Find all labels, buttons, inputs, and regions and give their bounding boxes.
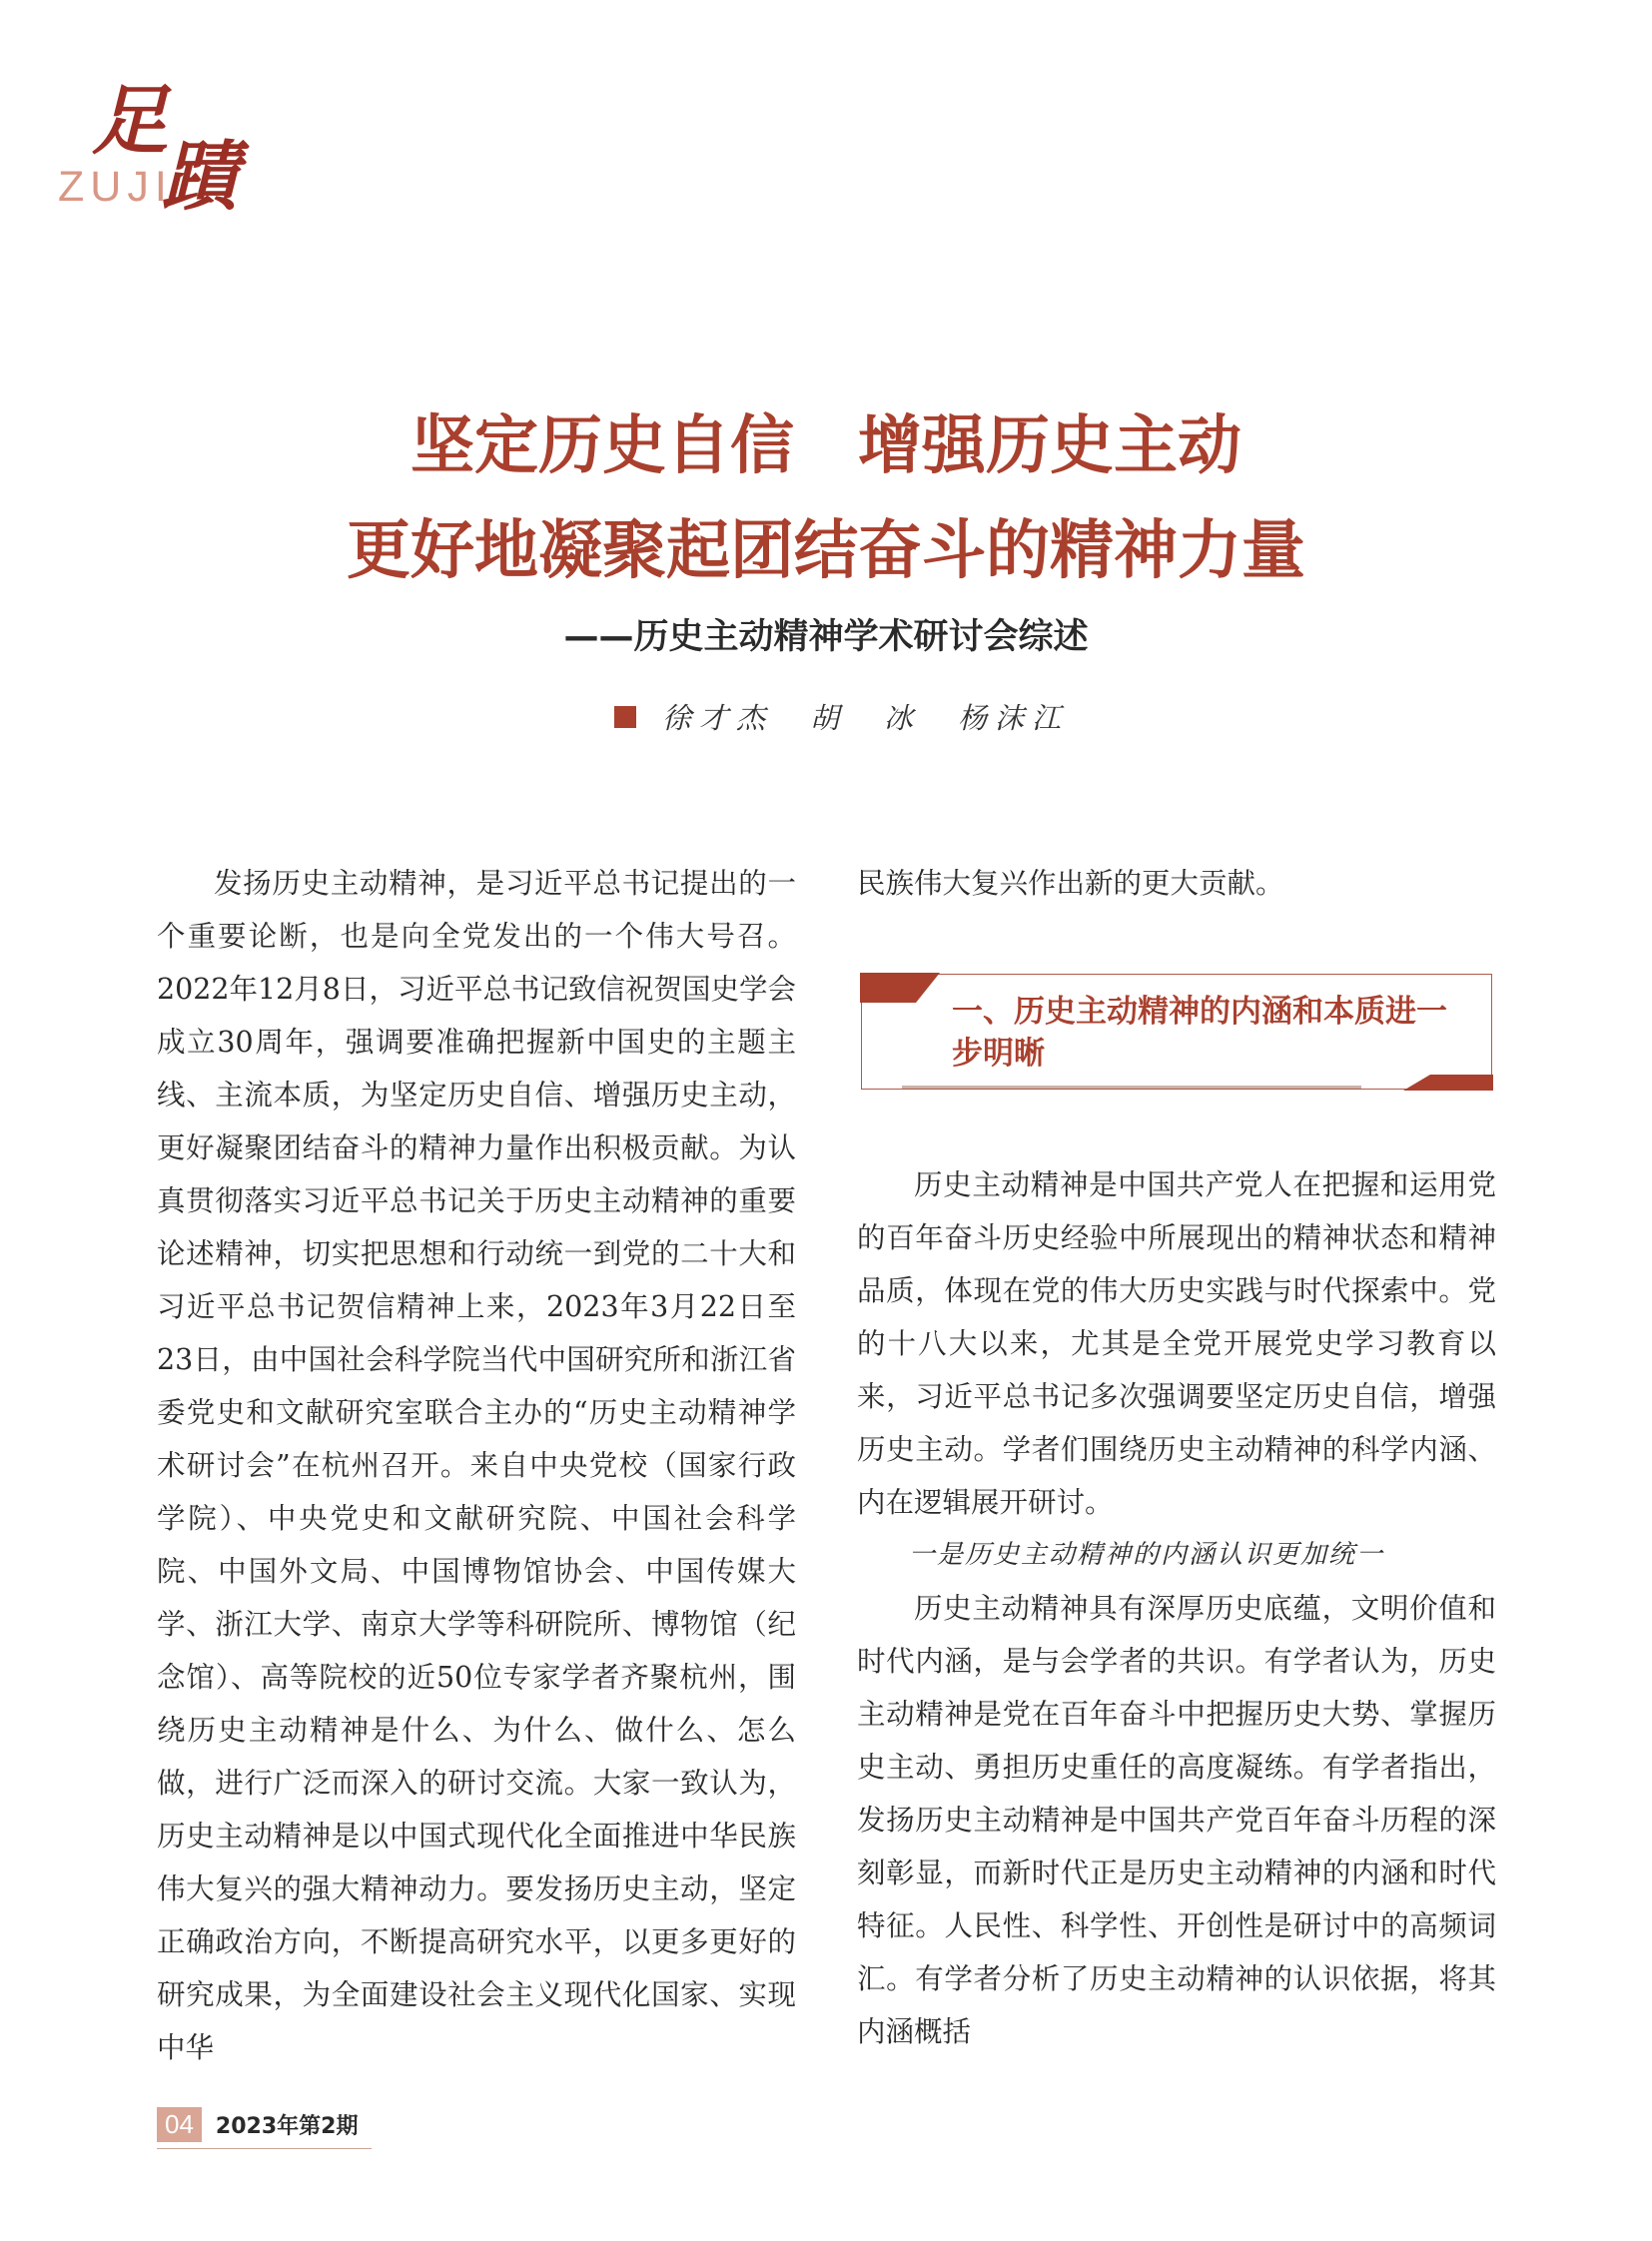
title-part-2: 增强历史主动 [858, 408, 1241, 483]
article-title-line-1 [0, 394, 1652, 486]
corner-decoration-icon [1403, 1075, 1493, 1091]
logo-char-zu: 足 [92, 76, 168, 165]
article-subtitle: ——历史主动精神学术研讨会综述 [563, 617, 1089, 657]
issue-label: 2023年第2期 [215, 2114, 359, 2139]
journal-logo [52, 60, 242, 221]
body-paragraph-2: 历史主动精神具有深厚历史底蕴，文明价值和时代内涵，是与会学者的共识。有学者认为，历史主动精神是党在百年奋斗中把握历史大势、掌握历史主动、勇担历史重任的高度凝练。有学者指出，发扬历史主动精神是中国共产党百年奋斗历程的深刻彰显，而新时代正是历史主动精神的内涵和时代特征。人民性、科学性、开创性是研讨中的高频词汇。有学者分析了历史主动精神的认识依据，将其内涵概括 [857, 1592, 1496, 2048]
right-column-top [857, 857, 1496, 910]
corner-decoration-icon [860, 973, 940, 1003]
body-paragraph-1: 历史主动精神是中国共产党人在把握和运用党的百年奋斗历史经验中所展现出的精神状态和精神品质，体现在党的伟大历史实践与时代探索中。党的十八大以来，尤其是全党开展党史学习教育以来，习近平总书记多次强调要坚定历史自信，增强历史主动。学者们围绕历史主动精神的科学内涵、内在逻辑展开研讨。 [857, 1168, 1496, 1519]
section-heading: 一、历史主动精神的内涵和本质进一步明晰 [952, 994, 1447, 1072]
author-line [614, 696, 1069, 737]
logo-latin: ZUJI [58, 163, 173, 211]
author-names: 徐才杰 胡 冰 杨沫江 [662, 701, 1070, 735]
page-footer [157, 2107, 358, 2142]
section-heading-box [861, 974, 1492, 1090]
footer-divider [157, 2148, 372, 2149]
right-column-body [857, 1158, 1496, 2058]
logo-char-ji: 蹟 [162, 132, 238, 221]
author-square-icon [614, 706, 636, 728]
page-number: 04 [157, 2107, 202, 2142]
continuation-text: 民族伟大复兴作出新的更大贡献。 [857, 867, 1284, 900]
left-column [157, 857, 796, 2074]
sub-heading: 一是历史主动精神的内涵认识更加统一 [909, 1540, 1385, 1570]
divider [902, 1086, 1361, 1089]
title-part-1: 坚定历史自信 [411, 408, 794, 483]
intro-paragraph: 发扬历史主动精神，是习近平总书记提出的一个重要论断，也是向全党发出的一个伟大号召。2022年12月8日，习近平总书记致信祝贺国史学会成立30周年，强调要准确把握新中国史的主题主线、主流本质，为坚定历史自信、增强历史主动，更好凝聚团结奋斗的精神力量作出积极贡献。为认真贯彻落实习近平总书记关于历史主动精神的重要论述精神，切实把思想和行动统一到党的二十大和习近平总书记贺信精神上来，2023年3月22日至23日，由中国社会科学院当代中国研究所和浙江省委党史和文献研究室联合主办的“历史主动精神学术研讨会”在杭州召开。来自中央党校（国家行政学院）、中央党史和文献研究院、中国社会科学院、中国外文局、中国博物馆协会、中国传媒大学、浙江大学、南京大学等科研院所、博物馆（纪念馆）、高等院校的近50位专家学者齐聚杭州，围绕历史主动精神是什么、为什么、做什么、怎么做，进行广泛而深入的研讨交流。大家一致认为，历史主动精神是以中国式现代化全面推进中华民族伟大复兴的强大精神动力。要发扬历史主动，坚定正确政治方向，不断提高研究水平，以更多更好的研究成果，为全面建设社会主义现代化国家、实现中华 [157, 867, 796, 2064]
article-title-line-2: 更好地凝聚起团结奋斗的精神力量 [347, 513, 1305, 588]
